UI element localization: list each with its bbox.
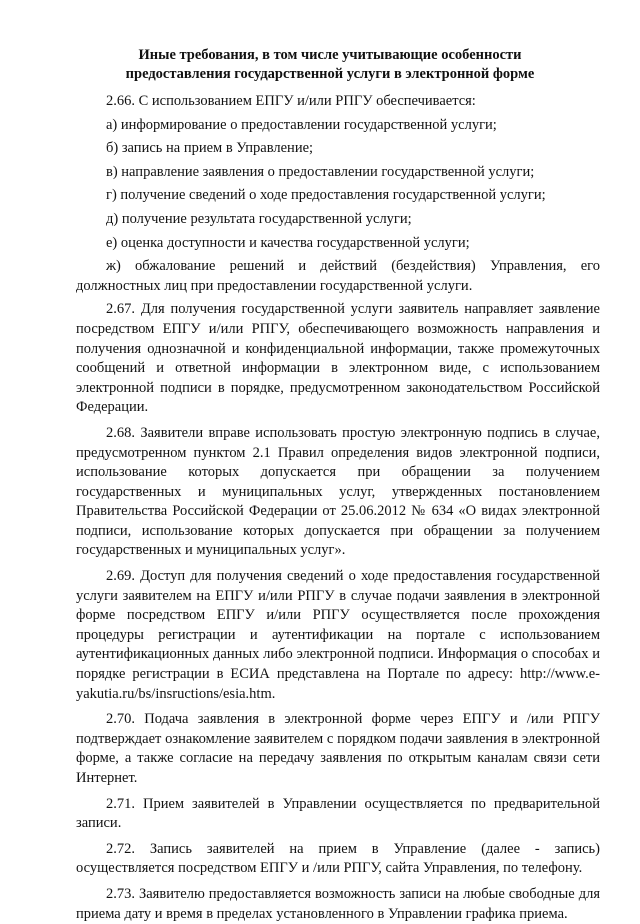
paragraph-2-67: 2.67. Для получения государственной услуги заявитель направляет заявление посредством ЕПГУ и/или РПГУ, обеспечивающего возможность направления и получения однозначной и конфиденциальной информации, также промежуточных сообщений и ответной информации в электронном виде, с использованием электронной подписи в порядке, предусмотренном законодательством Российской Федерации.: [76, 301, 600, 416]
paragraph-2-70: 2.70. Подача заявления в электронной форме через ЕПГУ и /или РПГУ подтверждает ознакомление заявителем с порядком подачи заявления в электронной форме, а также согласие на передачу заявления по открытым каналам связи сети Интернет.: [76, 711, 600, 786]
list-item-g: г) получение сведений о ходе предоставления государственной услуги;: [106, 187, 546, 204]
list-item-a: а) информирование о предоставлении государственной услуги;: [106, 116, 497, 133]
document-body: [76, 92, 600, 924]
paragraph-2-69: 2.69. Доступ для получения сведений о ходе предоставления государственной услуги заявителем на ЕПГУ и/или РПГУ в случае подачи заявления в электронной форме посредством ЕПГУ и/или РПГУ осуществляется после прохождения процедуры регистрации и аутентификации на портале с использованием аутентификационных данных либо электронной подписи. Информация о способах и порядке регистрации в ЕСИА представлена на Портале по адресу: http://www.e-yakutia.ru/bs/insructions/esia.htm.: [76, 568, 600, 702]
paragraph-2-72: 2.72. Запись заявителей на прием в Управление (далее - запись) осуществляется посредством ЕПГУ и /или РПГУ, сайта Управления, по телефону.: [76, 840, 600, 877]
paragraph-2-71: 2.71. Прием заявителей в Управлении осуществляется по предварительной записи.: [76, 795, 600, 832]
heading-line-2: предоставления государственной услуги в электронной форме: [125, 66, 535, 82]
heading-line-1: Иные требования, в том числе учитывающие особенности: [138, 47, 522, 63]
list-item-zh: ж) обжалование решений и действий (бездействия) Управления, его должностных лиц при предоставлении государственной услуги.: [76, 258, 600, 294]
list-item-e: е) оценка доступности и качества государственной услуги;: [106, 234, 470, 251]
list-item-v: в) направление заявления о предоставлении государственной услуги;: [106, 163, 535, 180]
paragraph-2-66-intro: 2.66. С использованием ЕПГУ и/или РПГУ обеспечивается:: [106, 93, 476, 109]
list-item-d: д) получение результата государственной услуги;: [106, 210, 412, 227]
paragraph-2-68: 2.68. Заявители вправе использовать простую электронную подпись в случае, предусмотренном пунктом 2.1 Правил определения видов электронной подписи, использование которых допускается при обращении за получением государственных и муниципальных услуг, утвержденных постановлением Правительства Российской Федерации от 25.06.2012 № 634 «О видах электронной подписи, использование которых допускается при обращении за получением государственных и муниципальных услуг».: [76, 424, 600, 559]
section-heading: [60, 46, 600, 84]
paragraph-2-73: 2.73. Заявителю предоставляется возможность записи на любые свободные для приема дату и время в пределах установленного в Управлении графика приема.: [76, 885, 600, 922]
list-item-b: б) запись на прием в Управление;: [106, 140, 314, 157]
